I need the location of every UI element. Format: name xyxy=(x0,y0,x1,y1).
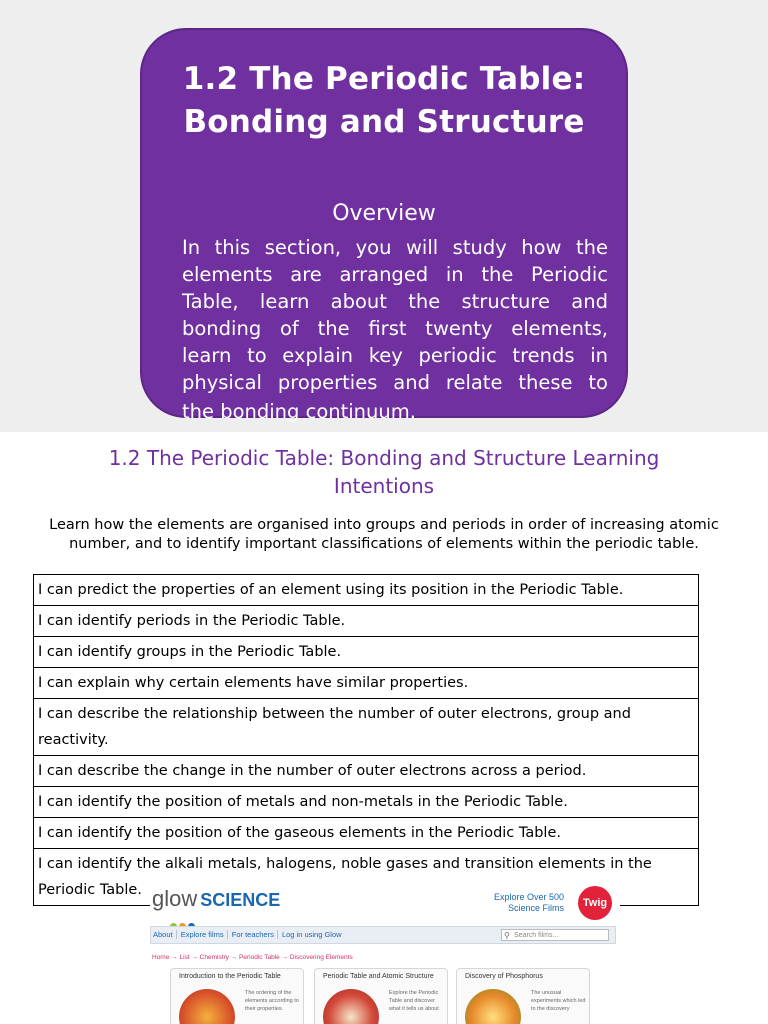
intention-cell: I can identify the position of metals and non-metals in the Periodic Table. xyxy=(34,787,699,818)
glow-logo-text: glow xyxy=(152,886,198,911)
intention-cell: I can identify periods in the Periodic Table. xyxy=(34,606,699,637)
table-row xyxy=(34,668,699,699)
nav-item-about[interactable]: About xyxy=(153,930,177,939)
page-title xyxy=(142,58,626,144)
search-placeholder: Search films... xyxy=(514,932,559,939)
table-row xyxy=(34,699,699,756)
search-input[interactable] xyxy=(501,929,609,941)
section-intro xyxy=(30,516,738,554)
intention-cell: I can describe the change in the number of outer electrons across a period. xyxy=(34,756,699,787)
table-row xyxy=(34,637,699,668)
glow-science-screenshot xyxy=(150,878,620,1024)
film-card[interactable] xyxy=(456,968,590,1024)
intention-cell: I can identify groups in the Periodic Table. xyxy=(34,637,699,668)
table-row xyxy=(34,756,699,787)
glow-nav-bar xyxy=(150,926,616,944)
table-row xyxy=(34,787,699,818)
table-row xyxy=(34,606,699,637)
intention-cell: I can identify the alkali metals, halogens, noble gases and transition elements in the Periodic Table. xyxy=(34,849,699,906)
glow-dots-icon xyxy=(170,910,200,920)
film-card-title: Discovery of Phosphorus xyxy=(465,973,543,980)
film-card-desc: Explore the Periodic Table and discover what it tells us about xyxy=(389,990,439,1012)
search-icon: ⚲ xyxy=(504,931,510,940)
overview-line: the bonding continuum. xyxy=(182,400,416,423)
intro-line-2: number, and to identify important classifications of elements within the periodic table. xyxy=(69,536,699,552)
nav-item-login[interactable]: Log in using Glow xyxy=(281,930,342,939)
film-thumbnail xyxy=(465,989,521,1024)
film-card-title: Periodic Table and Atomic Structure xyxy=(323,973,434,980)
film-card-desc: The unusual experiments which led to the discovery xyxy=(531,990,586,1012)
header-card xyxy=(140,28,628,423)
promo-line-1: Explore Over 500 xyxy=(493,892,564,902)
overview-line: bonding of the first twenty elements, xyxy=(182,317,608,340)
film-thumbnail xyxy=(323,989,379,1024)
glow-logo-science: SCIENCE xyxy=(200,890,281,910)
overview-line: learn to explain key periodic trends in xyxy=(182,344,608,367)
film-card[interactable] xyxy=(314,968,448,1024)
overview-line: physical properties and relate these to xyxy=(182,371,608,394)
intention-cell: I can predict the properties of an element using its position in the Periodic Table. xyxy=(34,575,699,606)
section-title xyxy=(40,444,728,500)
intention-cell: I can explain why certain elements have similar properties. xyxy=(34,668,699,699)
overview-heading: Overview xyxy=(332,201,436,226)
title-line-2: Bonding and Structure xyxy=(183,104,585,140)
film-card[interactable] xyxy=(170,968,304,1024)
film-card-desc: The ordering of the elements according to their properties. xyxy=(245,990,299,1012)
overview-line: In this section, you will study how the xyxy=(182,236,608,259)
twig-logo[interactable]: Twig xyxy=(578,886,612,920)
breadcrumb[interactable]: Home → List → Chemistry → Periodic Table → Discovering Elements xyxy=(152,954,353,961)
overview-line: Table, learn about the structure and xyxy=(182,290,608,313)
promo-line-2: Science Films xyxy=(507,903,564,913)
film-thumbnail xyxy=(179,989,235,1024)
overview-line: elements are arranged in the Periodic xyxy=(182,263,608,286)
nav-item-explore-films[interactable]: Explore films xyxy=(181,930,228,939)
table-row xyxy=(34,818,699,849)
learning-intentions-table xyxy=(33,574,699,906)
promo-text[interactable] xyxy=(494,892,564,914)
intro-line-1: Learn how the elements are organised into groups and periods in order of increasing atomic xyxy=(49,517,719,533)
film-card-title: Introduction to the Periodic Table xyxy=(179,973,281,980)
intention-cell: I can describe the relationship between the number of outer electrons, group and reactivity. xyxy=(34,699,699,756)
table-row xyxy=(34,575,699,606)
section-title-line-2: Intentions xyxy=(333,474,435,498)
title-line-1: 1.2 The Periodic Table: xyxy=(182,61,586,97)
intention-cell: I can identify the position of the gaseous elements in the Periodic Table. xyxy=(34,818,699,849)
section-title-line-1: 1.2 The Periodic Table: Bonding and Structure Learning xyxy=(108,446,660,470)
nav-item-for-teachers[interactable]: For teachers xyxy=(232,930,278,939)
overview-text xyxy=(182,234,608,425)
glow-logo[interactable] xyxy=(152,886,280,912)
